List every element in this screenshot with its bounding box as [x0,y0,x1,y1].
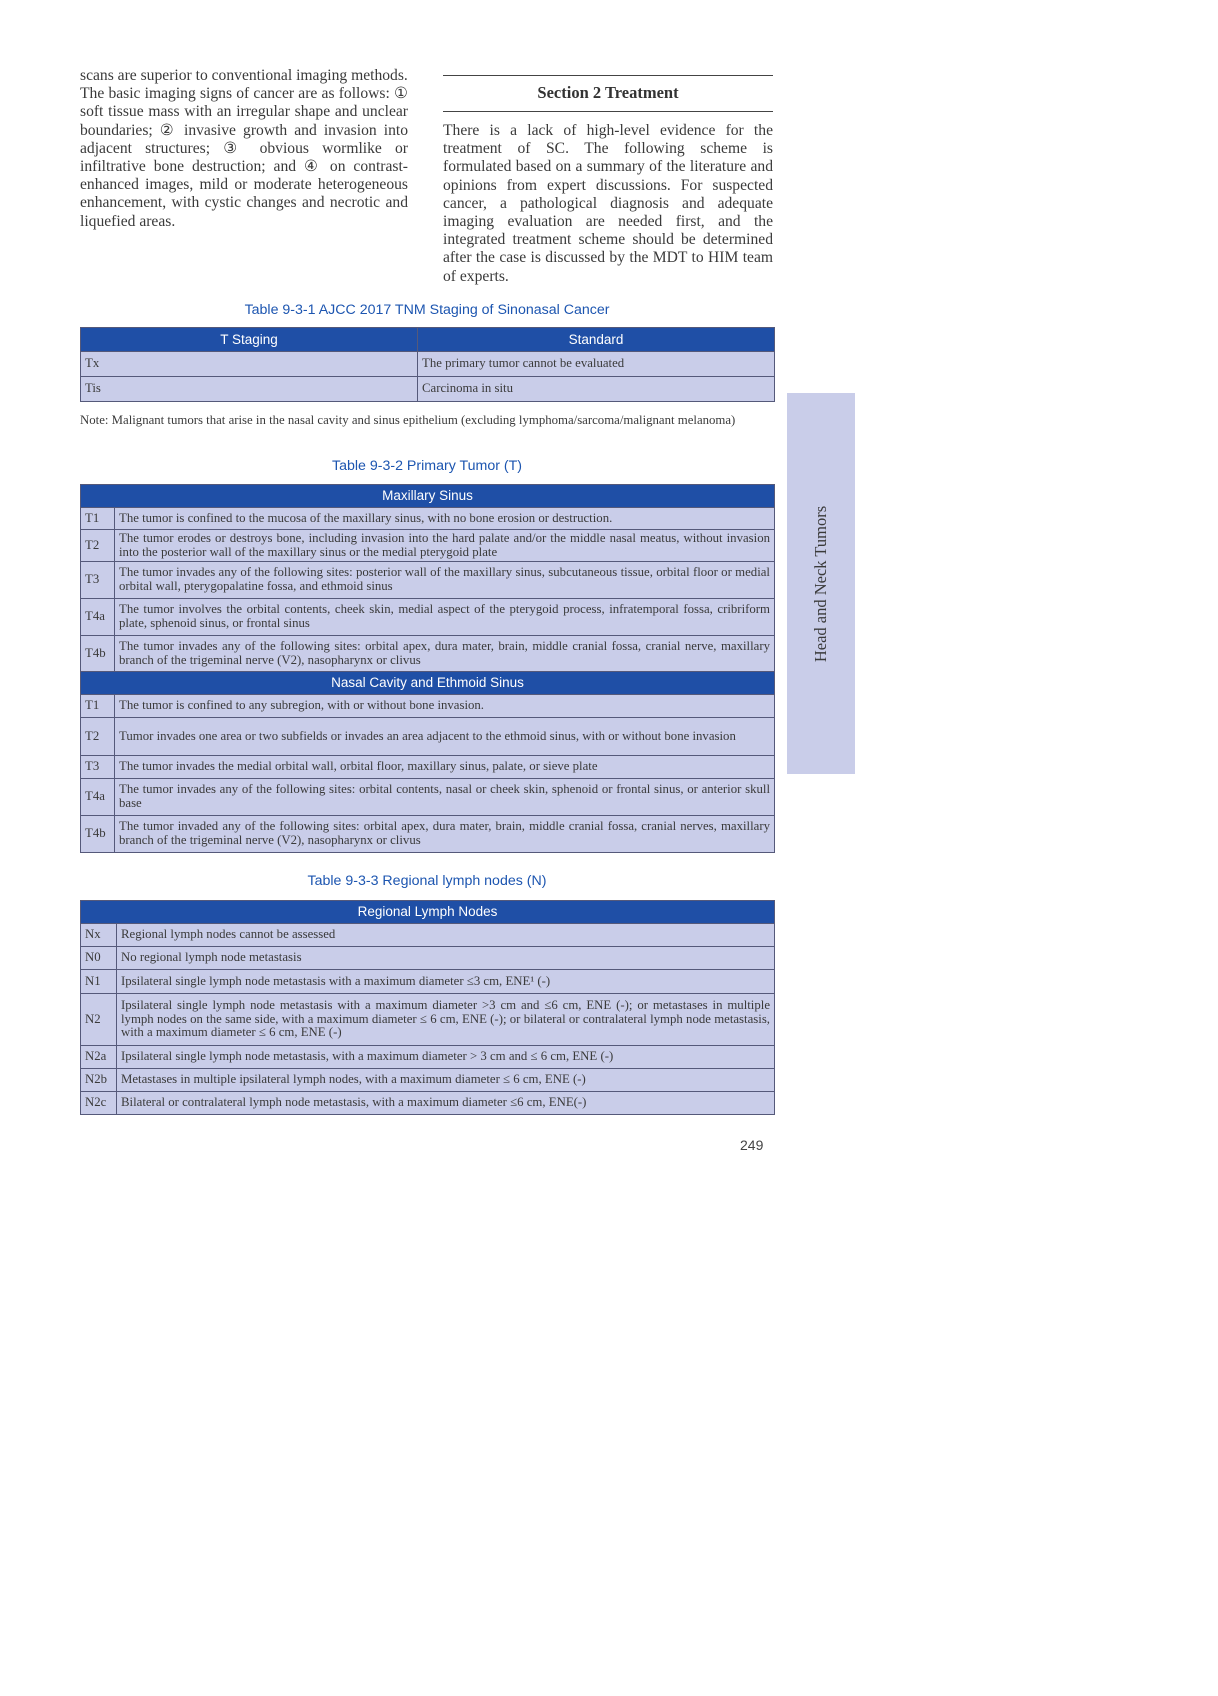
table3-header: Regional Lymph Nodes [81,901,775,924]
table2-cell-desc: The tumor involves the orbital contents, cheek skin, medial aspect of the pterygoid process, infratemporal fossa, cribriform plate, sphenoid sinus, or frontal sinus [115,599,775,636]
table-row [81,562,775,599]
table2-cell-desc: The tumor invades the medial orbital wall, orbital floor, maxillary sinus, palate, or sieve plate [115,756,775,779]
table2-cell-desc: The tumor is confined to any subregion, with or without bone invasion. [115,695,775,718]
table3-cell-code: Nx [81,924,117,947]
table2-cell-code: T4b [81,636,115,672]
table3-cell-code: N1 [81,970,117,994]
table3-cell-code: N0 [81,947,117,970]
chapter-side-tab-label: Head and Neck Tumors [811,505,830,662]
table-row [81,636,775,672]
table-row [81,1092,775,1115]
table2-cell-desc: The tumor invades any of the following sites: posterior wall of the maxillary sinus, subcutaneous tissue, orbital floor or medial orbital wall, pterygopalatine fossa, and ethmoid sinus [115,562,775,599]
table-row [81,377,775,402]
table3-cell-desc: Ipsilateral single lymph node metastasis with a maximum diameter >3 cm and ≤6 cm, ENE (-); or metastases in multiple lymph nodes on the same side, with a maximum diameter ≤ 6 cm, ENE (-); or bilateral or contralateral lymph node metastasis, with a maximum diameter ≤ 6 cm, ENE (-) [117,994,775,1046]
chapter-side-tab [787,393,855,774]
table3-cell-desc: Regional lymph nodes cannot be assessed [117,924,775,947]
section-title: Section 2 Treatment [537,83,679,102]
table-row [81,947,775,970]
table3-cell-code: N2 [81,994,117,1046]
table2-section-nasal: Nasal Cavity and Ethmoid Sinus [81,672,775,695]
left-paragraph-2: The basic imaging signs of cancer are as follows: ① soft tissue mass with an irregular shape and unclear boundaries; ② invasive growth and invasion into adjacent structures; ③ obvious wormlike or infiltrative bone destruction; and ④ on contrast-enhanced images, mild or moderate heterogeneous enhancement, with cystic changes and necrotic and liquefied areas. [80,85,408,230]
table3-cell-desc: Metastases in multiple ipsilateral lymph nodes, with a maximum diameter ≤ 6 cm, ENE (-) [117,1069,775,1092]
table-row [81,816,775,853]
table2-cell-code: T2 [81,530,115,562]
table2-cell-desc: The tumor invaded any of the following sites: orbital apex, dura mater, brain, middle cranial fossa, cranial nerves, maxillary branch of the trigeminal nerve (V2), nasopharynx or clivus [115,816,775,853]
table3 [80,900,775,1115]
table1-note: Note: Malignant tumors that arise in the nasal cavity and sinus epithelium (excluding lymphoma/sarcoma/malignant melanoma) [80,413,736,427]
table2-cell-desc: Tumor invades one area or two subfields or invades an area adjacent to the ethmoid sinus, with or without bone invasion [115,718,775,756]
table3-cell-desc: Ipsilateral single lymph node metastasis with a maximum diameter ≤3 cm, ENE¹ (-) [117,970,775,994]
table1-caption: Table 9-3-1 AJCC 2017 TNM Staging of Sinonasal Cancer [244,302,610,318]
table2-cell-code: T3 [81,756,115,779]
table1-header-standard: Standard [418,328,775,352]
table-row [81,994,775,1046]
table3-cell-desc: Bilateral or contralateral lymph node metastasis, with a maximum diameter ≤6 cm, ENE(-) [117,1092,775,1115]
table1-header-t-staging: T Staging [81,328,418,352]
table3-cell-desc: No regional lymph node metastasis [117,947,775,970]
table2-caption: Table 9-3-2 Primary Tumor (T) [332,458,522,474]
left-paragraph-1: scans are superior to conventional imaging methods. [80,67,408,84]
table3-cell-code: N2a [81,1046,117,1069]
table1-cell-code: Tis [81,377,418,402]
table3-caption: Table 9-3-3 Regional lymph nodes (N) [307,873,547,889]
section-bottom-rule [443,111,773,112]
table3-cell-code: N2b [81,1069,117,1092]
table-row [81,924,775,947]
right-paragraph-1: There is a lack of high-level evidence for the treatment of SC. The following scheme is formulated based on a summary of the literature and opinions from expert discussions. For suspected cancer, a pathological diagnosis and adequate imaging evaluation are needed first, and the integrated treatment scheme should be determined after the case is discussed by the MDT to HIM team of experts. [443,122,773,285]
table1-cell-standard: Carcinoma in situ [418,377,775,402]
table-row [81,508,775,530]
table2-cell-code: T3 [81,562,115,599]
table2-cell-code: T4b [81,816,115,853]
table1-cell-standard: The primary tumor cannot be evaluated [418,352,775,377]
table2-cell-desc: The tumor erodes or destroys bone, including invasion into the hard palate and/or the middle nasal meatus, without invasion into the posterior wall of the maxillary sinus or the medial pterygoid plate [115,530,775,562]
table-row [81,1046,775,1069]
table2-cell-code: T4a [81,779,115,816]
table2-cell-desc: The tumor invades any of the following sites: orbital apex, dura mater, brain, middle cranial fossa, cranial nerve, maxillary branch of the trigeminal nerve (V2), nasopharynx or clivus [115,636,775,672]
page-number: 249 [740,1137,764,1153]
table2-cell-desc: The tumor invades any of the following sites: orbital contents, nasal or cheek skin, sphenoid or frontal sinus, or anterior skull base [115,779,775,816]
table-row [81,756,775,779]
right-column [443,75,773,286]
table-row [81,970,775,994]
table-row [81,695,775,718]
table3-cell-desc: Ipsilateral single lymph node metastasis, with a maximum diameter > 3 cm and ≤ 6 cm, ENE (-) [117,1046,775,1069]
table-row [81,530,775,562]
table2-cell-code: T1 [81,508,115,530]
table2-cell-code: T2 [81,718,115,756]
table1-cell-code: Tx [81,352,418,377]
left-column [80,67,408,231]
table3-cell-code: N2c [81,1092,117,1115]
table2-cell-desc: The tumor is confined to the mucosa of the maxillary sinus, with no bone erosion or destruction. [115,508,775,530]
table-row [81,352,775,377]
table-row [81,599,775,636]
table-row [81,779,775,816]
table2-section-maxillary: Maxillary Sinus [81,485,775,508]
table-row [81,718,775,756]
table-row [81,1069,775,1092]
table1 [80,327,775,402]
table2 [80,484,775,853]
table2-cell-code: T4a [81,599,115,636]
table2-cell-code: T1 [81,695,115,718]
